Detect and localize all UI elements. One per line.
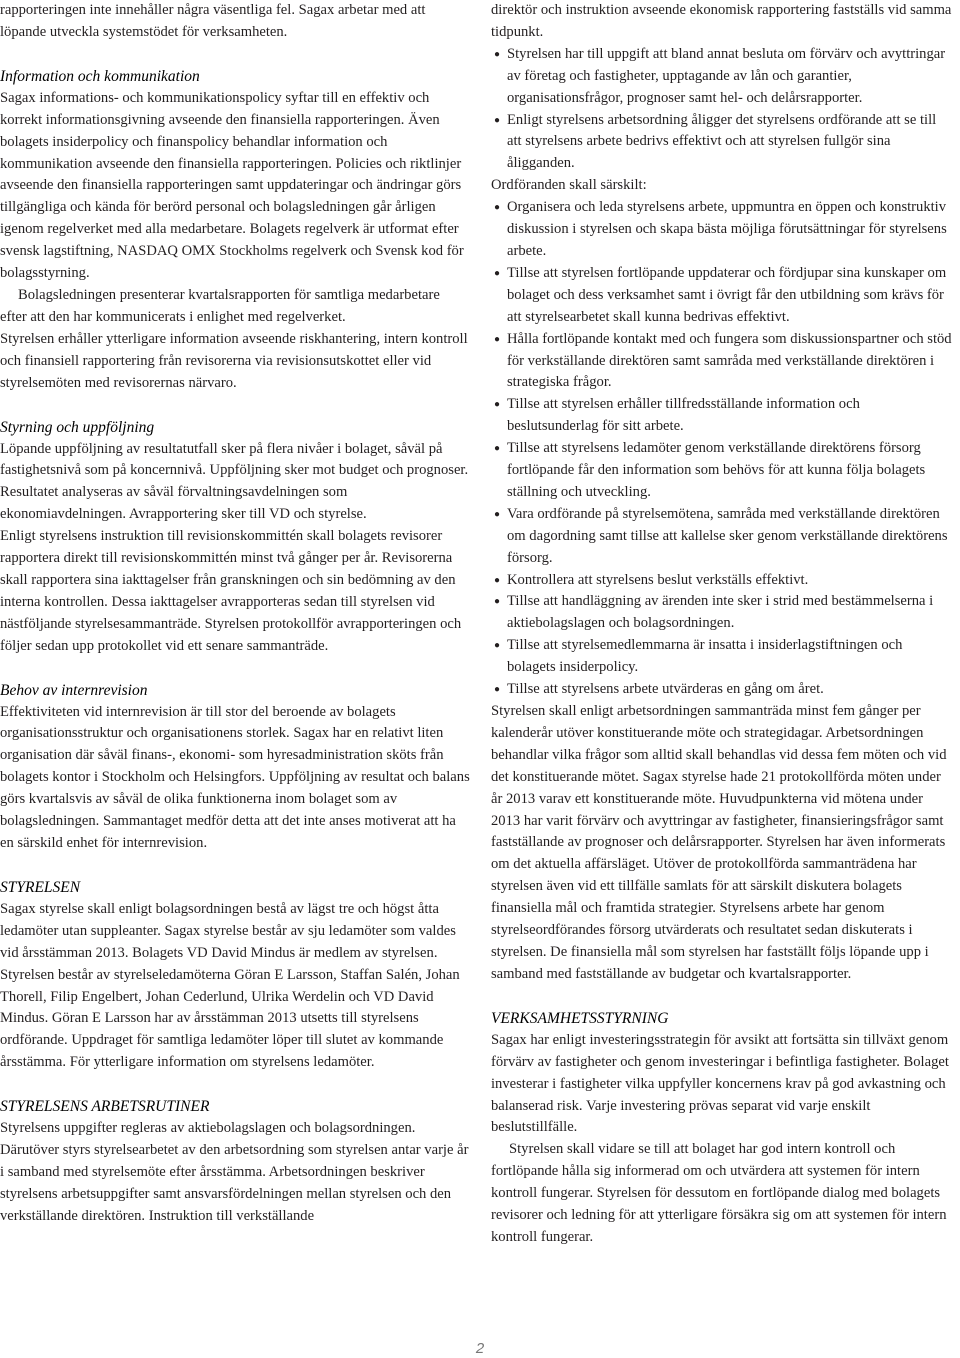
styrning-paragraph-2: Enligt styrelsens instruktion till revisionskommittén skall bolagets revisorer rapportera direkt till revisionskommittén minst två gånger per år. Revisorerna skall rapportera sina iakttagelser från granskningen och sin bedömning av den interna kontrollen. Dessa iakttagelser avrapporteras sedan till styrelsen vid nästföljande styrelsesammanträde. Styrelsen protokollför avrapporteringen och följer sedan upp protokollet vid ett senare sammanträde. [0,528,462,654]
list-item: ● Styrelsen har till uppgift att bland annat besluta om förvärv och avyttringar av företag och fastigheter, upptagande av lån och garantier, organisationsfrågor, prognoser samt hel- och delårsrapporter. [491,44,953,110]
bullet-icon: ● [493,508,501,520]
right-column [491,0,953,1249]
list-item: ● Tillse att styrelsen erhåller tillfredsställande information och beslutsunderlag för sitt arbete. [491,394,953,438]
behov-paragraph: Effektiviteten vid internrevision är till stor del beroende av bolagets organisationsstruktur och organisationens storlek. Sagax har en relativt liten organisation där såväl finans-, ekonomi- som hyresadministration sköts från bolagets kontor i Stockholm och Helsingfors. Uppföljning av resultat och balans görs kvartalsvis av såväl de olika funktionerna inom bolaget som av bolagsledningen. Sammantaget medför detta att det inte anses motiverat att ha en särskild enhet för internrevision. [0,703,470,851]
bullet-icon: ● [493,333,501,345]
continued-paragraph: direktör och instruktion avseende ekonomisk rapportering fastställs vid samma tidpunkt. [491,2,952,40]
chair-duties-list [491,197,953,701]
heading-arbetsrutiner: STYRELSENS ARBETSRUTINER [0,1098,210,1116]
list-item: ● Tillse att handläggning av ärenden inte sker i strid med bestämmelserna i aktiebolagslagen och bolagsordningen. [491,591,953,635]
bullet-icon: ● [493,114,501,126]
bullet-icon: ● [493,574,501,586]
heading-styrelsen: STYRELSEN [0,878,81,896]
list-item: ● Enligt styrelsens arbetsordning åligger det styrelsens ordförande att se till att styrelsens arbete bedrivs effektivt och att styrelsen fullgör sina åligganden. [491,110,953,176]
heading-information: Information och kommunikation [0,67,200,85]
heading-behov: Behov av internrevision [0,681,148,699]
information-paragraph-2: Bolagsledningen presenterar kvartalsrapporten för samtliga medarbetare efter att den har kommunicerats i enlighet med regelverket. [0,286,440,325]
list-item: ● Hålla fortlöpande kontakt med och fungera som diskussionspartner och stöd för verkställande direktören samt samråda med verkställande direktören i strategiska frågor. [491,329,953,395]
list-item: ● Vara ordförande på styrelsemötena, samråda med verkställande direktören om dagordning samt tillse att kallelse sker genom verkställande direktörens försorg. [491,504,953,570]
list-item: ● Tillse att styrelsens ledamöter genom verkställande direktörens försorg fortlöpande får den information som behövs för att kunna följa bolagets ställning och utveckling. [491,438,953,504]
heading-styrning: Styrning och uppföljning [0,418,155,436]
bullet-icon: ● [493,684,501,696]
board-duties-list [491,44,953,175]
left-column [0,0,470,1228]
list-item: ● Tillse att styrelsens arbete utvärderas en gång om året. [491,679,953,701]
list-item: ● Tillse att styrelsemedlemmarna är insatta i insiderlagstiftningen och bolagets insiderpolicy. [491,635,953,679]
meetings-paragraph: Styrelsen skall enligt arbetsordningen sammanträda minst fem gånger per kalenderår utöver konstituerande möte och strategidagar. Arbetsordningen behandlar vilka frågor som alltid skall behandlas vid dessa fem möten och vid det konstituerande mötet. Sagax styrelse hade 21 protokollförda möten under år 2013 varav ett konstituerande möte. Huvudpunkterna vid mötena under 2013 har varit förvärv och avyttringar av fastigheter, finansieringsfrågor samt fastställande av prognoser och delårsrapporter. Styrelsen har även informerats om det aktuella affärsläget. Utöver de protokollförda sammanträdena har styrelsen även vid ett tillfälle samlats för att särskilt diskutera bolagets finansiella mål och framtida strategier. Styrelsens arbete har genom styrelseordförandes försorg utvärderats och resultatet sedan diskuterats i styrelsen. De finansiella mål som styrelsen har fastställt följs löpande upp i samband med fastställande av budgetar och kvartalsrapporter. [491,703,947,982]
information-paragraph-1: Sagax informations- och kommunikationspolicy syftar till en effektiv och korrekt informationsgivning avseende den finansiella rapporteringen. Även bolagets insiderpolicy och finanspolicy behandlar information och kommunikation avseende den finansiella rapporteringen. Policies och riktlinjer avseende den finansiella rapporteringen samt uppdateringar och ändringar görs tillgängliga och kända för berörd personal och bolagsledningen går årligen igenom regelverket med alla medarbetare. Bolagets regelverk är utformat efter svensk lagstiftning, NASDAQ OMX Stockholms regelverk och Svensk kod för bolagsstyrning. [0,89,464,282]
bullet-icon: ● [493,399,501,411]
heading-verksamhetsstyrning: VERKSAMHETSSTYRNING [491,1009,669,1027]
verksamhet-paragraph-2: Styrelsen skall vidare se till att bolaget har god intern kontroll och fortlöpande hålla sig informerad om och utvärdera att systemen för intern kontroll fungerar. Styrelsen för dessutom en fortlöpande dialog med bolagets revisorer och ledning för att ytterligare försäkra sig om att systemen för intern kontroll fungerar. [491,1141,947,1245]
information-paragraph-3: Styrelsen erhåller ytterligare information avseende riskhantering, intern kontroll och finansiell rapportering från revisorerna via revisionsutskottet eller vid styrelsemöten med revisorernas närvaro. [0,330,468,391]
bullet-icon: ● [493,640,501,652]
list-item: ● Kontrollera att styrelsens beslut verkställs effektivt. [491,570,953,592]
bullet-icon: ● [493,443,501,455]
bullet-icon: ● [493,202,501,214]
styrning-paragraph-1: Löpande uppföljning av resultatutfall sker på flera nivåer i bolaget, såväl på fastighetsnivå som på koncernnivå. Uppföljning sker mot budget och prognoser. Resultatet analyseras av såväl förvaltningsavdelningen som ekonomiavdelningen. Avrapportering sker till VD och styrelse. [0,440,469,523]
arbetsrutiner-paragraph: Styrelsens uppgifter regleras av aktiebolagslagen och bolagsordningen. Därutöver styrs styrelsearbetet av den arbetsordning som styrelsen antar varje år i samband med styrelsemöte efter årsstämma. Arbetsordningen beskriver styrelsens arbetsuppgifter samt ansvarsfördelningen mellan styrelsen och den verkställande direktören. Instruktion till verkställande [0,1120,469,1224]
list-item: ● Tillse att styrelsen fortlöpande uppdaterar och fördjupar sina kunskaper om bolaget och dess verksamhet samt i övrigt får den utbildning som krävs för att styrelsearbetet skall kunna bedrivas effektivt. [491,263,953,329]
bullet-icon: ● [493,48,501,60]
page-number: 2 [475,1340,485,1357]
list-item: ● Organisera och leda styrelsens arbete, uppmuntra en öppen och konstruktiv diskussion i styrelsen och skapa bästa möjliga förutsättningar för styrelsens arbete. [491,197,953,263]
verksamhet-paragraph-1: Sagax har enligt investeringsstrategin för avsikt att fortsätta sin tillväxt genom förvärv av fastigheter och genom investeringar i befintliga fastigheter. Bolaget investerar i fastigheter vilka uppfyller koncernens krav på god avkastning och balanserad risk. Varje investering prövas separat vid varje enskilt beslutstillfälle. [491,1031,949,1136]
bullet-icon: ● [493,267,501,279]
intro-paragraph: rapporteringen inte innehåller några väsentliga fel. Sagax arbetar med att löpande utveckla systemstödet för verksamheten. [0,2,426,40]
bullet-icon: ● [493,596,501,608]
chair-intro: Ordföranden skall särskilt: [491,177,647,194]
styrelsen-paragraph: Sagax styrelse skall enligt bolagsordningen bestå av lägst tre och högst åtta ledamöter utan suppleanter. Sagax styrelse består av sju ledamöter som valdes vid årsstämman 2013. Bolagets VD David Mindus är medlem av styrelsen. Styrelsen består av styrelseledamöterna Göran E Larsson, Staffan Salén, Johan Thorell, Filip Engelbert, Johan Cederlund, Ulrika Werdelin och VD David Mindus. Göran E Larsson har av årsstämman 2013 utsetts till styrelsens ordförande. Uppdraget för samtliga ledamöter löper till slutet av kommande årsstämma. För ytterligare information om styrelsens ledamöter. [0,900,460,1071]
